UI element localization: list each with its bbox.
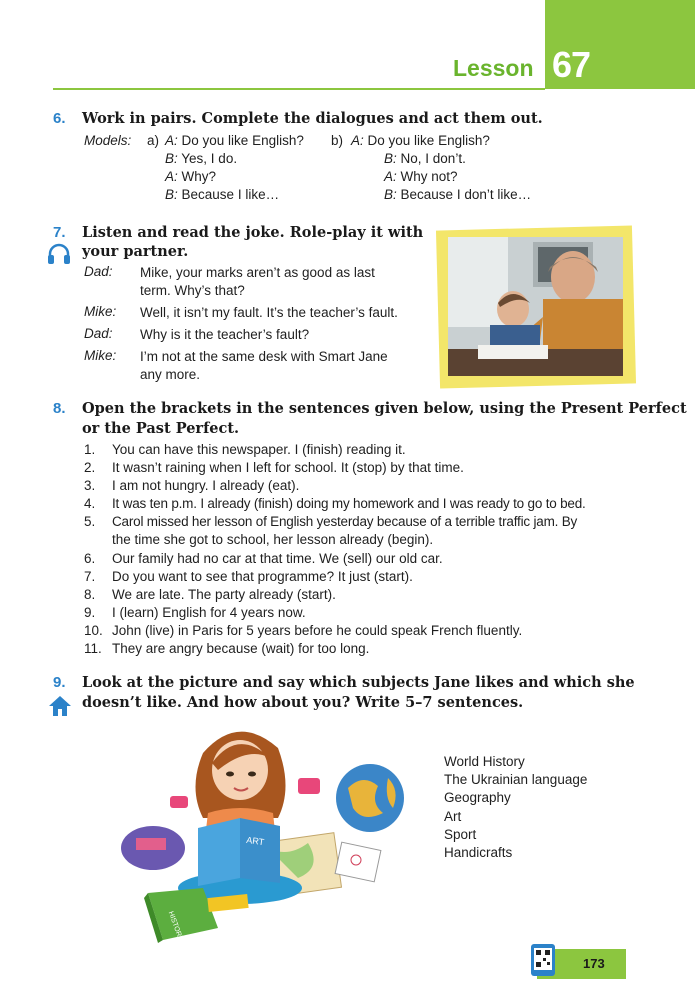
list-item: John (live) in Paris for 5 years before he could speak French fluently. bbox=[112, 623, 523, 638]
dialogue-line: A: Do you like English? bbox=[351, 133, 490, 148]
dialogue-line: Why is it the teacher’s fault? bbox=[140, 327, 310, 342]
subject-item: Art bbox=[444, 808, 462, 824]
list-item: I am not hungry. I already (eat). bbox=[112, 478, 300, 493]
subject-item: Handicrafts bbox=[444, 845, 513, 861]
item-number: 11. bbox=[84, 641, 102, 656]
ex7-number: 7. bbox=[53, 224, 66, 241]
ex8-instruction-line2: or the Past Perfect. bbox=[82, 420, 240, 437]
list-item: It wasn’t raining when I left for school. It (stop) by that time. bbox=[112, 460, 464, 475]
ex9-instruction-line2: doesn’t like. And how about you? Write 5–7 sentences. bbox=[82, 694, 524, 711]
list-item: Our family had no car at that time. We (sell) our old car. bbox=[112, 551, 443, 566]
item-number: 6. bbox=[84, 551, 96, 566]
dialogue-line: B: No, I don’t. bbox=[384, 151, 466, 166]
ex9-number: 9. bbox=[53, 674, 66, 691]
dialogue-line: I’m not at the same desk with Smart Jane bbox=[140, 349, 388, 364]
list-item-continued: the time she got to school, her lesson already (begin). bbox=[112, 532, 434, 547]
list-item: I (learn) English for 4 years now. bbox=[112, 605, 306, 620]
page-number: 173 bbox=[583, 956, 605, 971]
item-number: 8. bbox=[84, 587, 96, 602]
qr-phone-icon bbox=[528, 943, 558, 977]
lesson-label: Lesson bbox=[453, 55, 534, 81]
ex7-instruction-line1: Listen and read the joke. Role-play it with bbox=[82, 224, 424, 241]
item-number: 4. bbox=[84, 496, 96, 511]
dialogue-line: A: Why not? bbox=[384, 169, 458, 184]
ex6-b-label: b) bbox=[331, 133, 344, 148]
item-number: 10. bbox=[84, 623, 103, 638]
dialogue-line: Well, it isn’t my fault. It’s the teacher’s fault. bbox=[140, 305, 398, 320]
item-number: 3. bbox=[84, 478, 96, 493]
subject-item: Geography bbox=[444, 790, 511, 806]
list-item: Carol missed her lesson of English yesterday because of a terrible traffic jam. By bbox=[112, 514, 578, 529]
dialogue-line: A: Do you like English? bbox=[165, 133, 304, 148]
dialogue-line: Mike, your marks aren’t as good as last bbox=[140, 265, 375, 280]
home-icon bbox=[47, 694, 73, 718]
father-son-photo bbox=[448, 237, 623, 376]
ex6-models-label: Models: bbox=[84, 133, 132, 148]
item-number: 1. bbox=[84, 442, 96, 457]
dialogue-line: B: Yes, I do. bbox=[165, 151, 238, 166]
item-number: 5. bbox=[84, 514, 96, 529]
speaker-label: Mike: bbox=[84, 304, 117, 319]
history-book-label: HISTORY bbox=[166, 910, 184, 942]
ex6-instruction: Work in pairs. Complete the dialogues and act them out. bbox=[82, 110, 543, 127]
subject-item: The Ukrainian language bbox=[444, 772, 588, 788]
list-item: They are angry because (wait) for too long. bbox=[112, 641, 370, 656]
subject-item: World History bbox=[444, 754, 525, 769]
dialogue-line: term. Why’s that? bbox=[140, 283, 245, 298]
subject-item: Sport bbox=[444, 826, 477, 842]
art-book-label: ART bbox=[245, 834, 265, 848]
headphones-icon bbox=[46, 243, 72, 265]
dialogue-line: any more. bbox=[140, 367, 201, 382]
ex6-a-label: a) bbox=[147, 133, 160, 148]
dialogue-line: B: Because I like… bbox=[165, 187, 280, 202]
list-item: You can have this newspaper. I (finish) reading it. bbox=[112, 442, 406, 457]
ex8-instruction-line1: Open the brackets in the sentences given below, using the Present Perfect bbox=[82, 400, 687, 417]
list-item: We are late. The party already (start). bbox=[112, 587, 336, 602]
girl-reading-illustration bbox=[108, 718, 408, 943]
list-item: Do you want to see that programme? It just (start). bbox=[112, 569, 413, 584]
list-item: It was ten p.m. I already (finish) doing my homework and I was ready to go to bed. bbox=[112, 496, 586, 511]
speaker-label: Dad: bbox=[84, 326, 113, 341]
dialogue-line: A: Why? bbox=[165, 169, 217, 184]
speaker-label: Dad: bbox=[84, 264, 113, 279]
speaker-label: Mike: bbox=[84, 348, 117, 363]
ex8-number: 8. bbox=[53, 400, 66, 417]
lesson-number: 67 bbox=[552, 44, 591, 85]
ex6-number: 6. bbox=[53, 110, 66, 127]
header-rule bbox=[53, 88, 545, 90]
ex7-instruction-line2: your partner. bbox=[82, 243, 189, 260]
dialogue-line: B: Because I don’t like… bbox=[384, 187, 532, 202]
ex9-instruction-line1: Look at the picture and say which subjects Jane likes and which she bbox=[82, 674, 635, 691]
item-number: 2. bbox=[84, 460, 96, 475]
item-number: 7. bbox=[84, 569, 96, 584]
subjects-list bbox=[444, 753, 587, 862]
item-number: 9. bbox=[84, 605, 96, 620]
